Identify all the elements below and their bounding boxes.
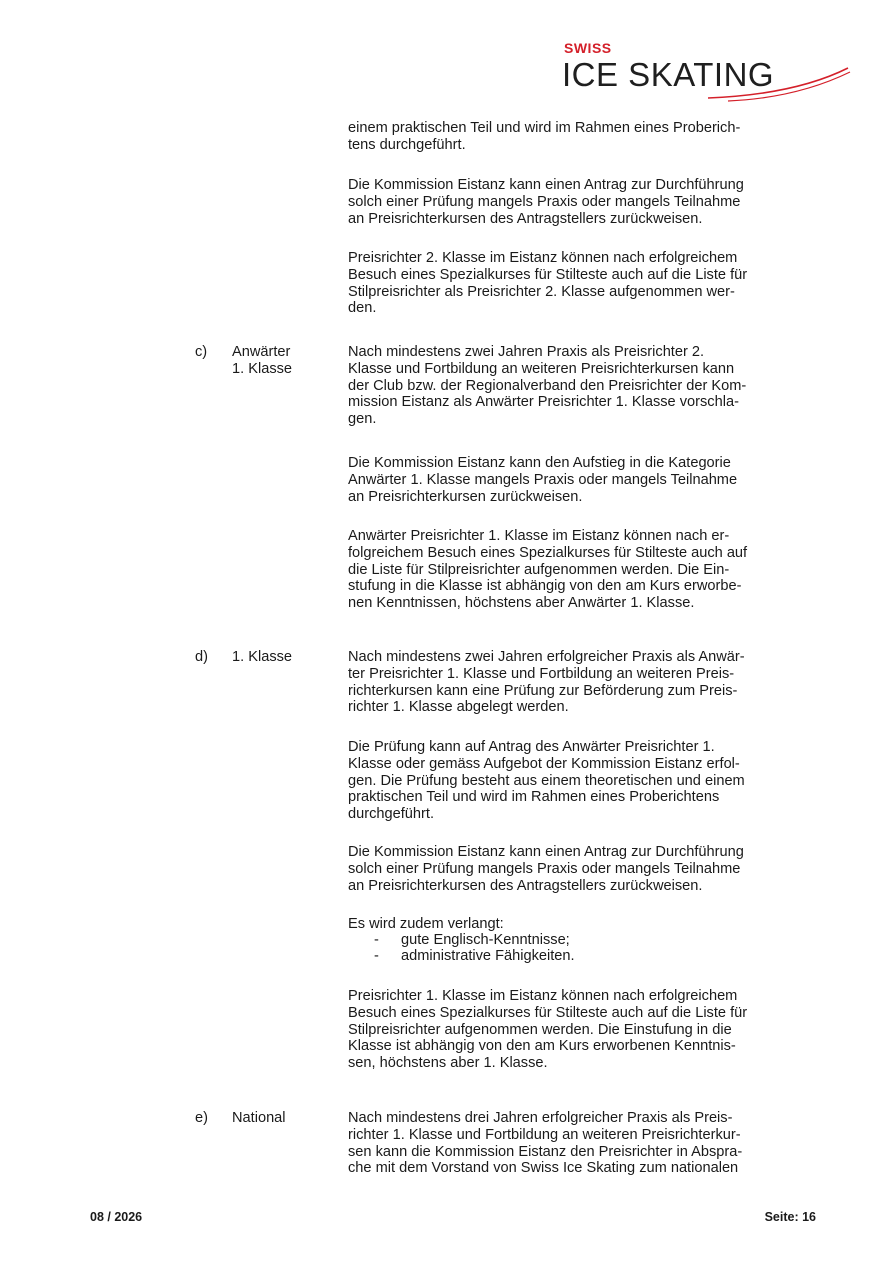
text-line: Preisrichter 2. Klasse im Eistanz können nach erfolgreichem (348, 250, 738, 266)
paragraph-candidate-promotion (348, 344, 812, 428)
text-line: mission Eistanz als Anwärter Preisrichter 1. Klasse vorschla- (348, 394, 739, 411)
text-line: an Preisrichterkursen zurückweisen. (348, 488, 583, 505)
text-line: Die Kommission Eistanz kann einen Antrag zur Durchführung (348, 177, 744, 193)
text-line: gen. Die Prüfung besteht aus einem theoretischen und einem (348, 772, 745, 789)
paragraph-rejection-2 (348, 455, 812, 505)
text-line: sen, höchstens aber 1. Klasse. (348, 1055, 548, 1072)
bullet-item-administrative: administrative Fähigkeiten. (401, 948, 575, 964)
text-line: Besuch eines Spezialkurses für Stilteste auch auf die Liste für (348, 266, 748, 283)
text-line: tens durchgeführt. (348, 136, 466, 153)
text-line: Klasse ist abhängig von den am Kurs erworbenen Kenntnis- (348, 1038, 736, 1055)
text-line: Anwärter 1. Klasse mangels Praxis oder mangels Teilnahme (348, 471, 738, 488)
text-line: an Preisrichterkursen des Antragstellers zurückweisen. (348, 877, 703, 894)
text-line: Nach mindestens zwei Jahren Praxis als Preisrichter 2. (348, 344, 705, 360)
text-line: Die Kommission Eistanz kann den Aufstieg in die Kategorie (348, 455, 731, 471)
text-line: Anwärter Preisrichter 1. Klasse im Eistanz können nach er- (348, 528, 730, 544)
section-d-term: 1. Klasse (232, 649, 293, 665)
text-line: solch einer Prüfung mangels Praxis oder mangels Teilnahme (348, 860, 741, 877)
text-line: nen Kenntnissen, höchstens aber Anwärter 1. Klasse. (348, 595, 695, 612)
section-e-letter: e) (195, 1110, 208, 1126)
bullet-item-english: gute Englisch-Kenntnisse; (401, 932, 570, 948)
bullet-marker: - (374, 932, 379, 948)
paragraph-rejection-3 (348, 844, 812, 894)
paragraph-national-promotion (348, 1110, 812, 1177)
paragraph-style-judges-candidate (348, 528, 812, 612)
text-line: richter 1. Klasse abgelegt werden. (348, 699, 569, 716)
paragraph-exam-details (348, 739, 812, 823)
text-line: folgreichem Besuch eines Spezialkurses für Stilteste auch auf (348, 544, 748, 561)
text-line: an Preisrichterkursen des Antragstellers zurückweisen. (348, 210, 703, 227)
section-d-letter: d) (195, 649, 208, 665)
bullet-marker: - (374, 948, 379, 964)
text-line: Klasse und Fortbildung an weiteren Preisrichterkursen kann (348, 360, 735, 377)
paragraph-style-judges-1 (348, 988, 812, 1072)
footer-date: 08 / 2026 (90, 1210, 143, 1224)
text-line: che mit dem Vorstand von Swiss Ice Skating zum nationalen (348, 1160, 739, 1177)
text-line: gen. (348, 411, 377, 428)
section-e-term: National (232, 1110, 286, 1126)
paragraph-requirements-intro (348, 916, 812, 933)
paragraph-first-class-promotion (348, 649, 812, 716)
text-line: Nach mindestens zwei Jahren erfolgreicher Praxis als Anwär- (348, 649, 745, 665)
text-line: praktischen Teil und wird im Rahmen eines Proberichtens (348, 789, 720, 806)
text-line: Die Kommission Eistanz kann einen Antrag zur Durchführung (348, 844, 744, 860)
text-line: richter 1. Klasse und Fortbildung an weiteren Preisrichterkur- (348, 1126, 741, 1143)
text-line: Stilpreisrichter als Preisrichter 2. Klasse aufgenommen wer- (348, 283, 735, 300)
text-line: sen kann die Kommission Eistanz den Preisrichter in Abspra- (348, 1143, 743, 1160)
text-line: den. (348, 300, 377, 317)
paragraph-rejection-1 (348, 177, 812, 227)
logo-swiss-text: SWISS (564, 40, 612, 56)
section-c-letter: c) (195, 344, 208, 360)
swiss-ice-skating-logo (558, 38, 858, 110)
text-line: Preisrichter 1. Klasse im Eistanz können nach erfolgreichem (348, 988, 738, 1004)
text-line: solch einer Prüfung mangels Praxis oder mangels Teilnahme (348, 193, 741, 210)
text-line: Nach mindestens drei Jahren erfolgreicher Praxis als Preis- (348, 1110, 733, 1126)
paragraph-style-judges-2 (348, 250, 812, 317)
paragraph-exam-continued (348, 120, 812, 154)
text-line: Besuch eines Spezialkurses für Stilteste auch auf die Liste für (348, 1004, 748, 1021)
text-line: Die Prüfung kann auf Antrag des Anwärter Preisrichter 1. (348, 739, 715, 755)
text-line: Es wird zudem verlangt: (348, 916, 504, 932)
term-line: 1. Klasse (232, 360, 293, 377)
text-line: richterkursen kann eine Prüfung zur Beförderung zum Preis- (348, 682, 738, 699)
footer-page-number: Seite: 16 (764, 1210, 816, 1224)
text-line: Klasse oder gemäss Aufgebot der Kommission Eistanz erfol- (348, 755, 740, 772)
logo-main-text: ICE SKATING (562, 56, 775, 93)
text-line: ter Preisrichter 1. Klasse und Fortbildung an weiteren Preis- (348, 665, 735, 682)
text-line: Stilpreisrichter aufgenommen werden. Die Einstufung in die (348, 1021, 732, 1038)
text-line: durchgeführt. (348, 806, 434, 823)
text-line: einem praktischen Teil und wird im Rahmen eines Proberich- (348, 120, 741, 136)
text-line: stufung in die Klasse ist abhängig von den am Kurs erworbe- (348, 578, 742, 595)
text-line: die Liste für Stilpreisrichter aufgenommen werden. Die Ein- (348, 561, 730, 578)
section-c-term (232, 344, 292, 378)
text-line: der Club bzw. der Regionalverband den Preisrichter der Kom- (348, 377, 747, 394)
term-line: Anwärter (232, 344, 291, 360)
